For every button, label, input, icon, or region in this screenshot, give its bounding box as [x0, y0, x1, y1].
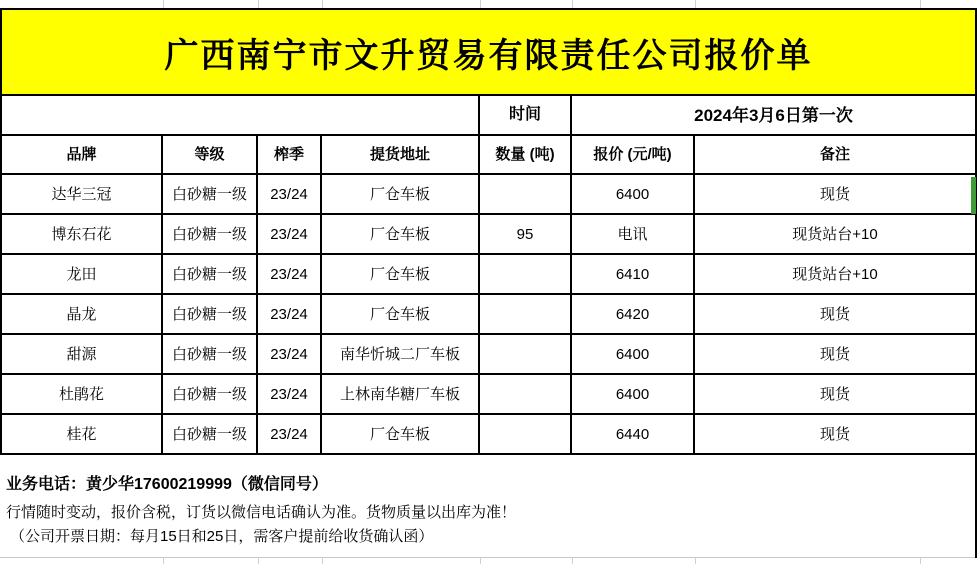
- grid-tick: [163, 0, 164, 8]
- header-note: 备注: [695, 136, 975, 175]
- qty-cell: [480, 335, 572, 375]
- grid-tick: [322, 0, 323, 8]
- grid-tick: [322, 558, 323, 564]
- grade-cell: 白砂糖一级: [163, 295, 258, 335]
- header-address: 提货地址: [322, 136, 480, 175]
- grid-tick: [258, 0, 259, 8]
- time-value-cell: 2024年3月6日第一次: [572, 96, 975, 136]
- grade-cell: 白砂糖一级: [163, 415, 258, 453]
- price-cell: 电讯: [572, 215, 695, 255]
- title-band: [2, 10, 975, 96]
- qty-cell: 95: [480, 215, 572, 255]
- note-cell: 现货站台+10: [695, 255, 975, 295]
- qty-cell: [480, 415, 572, 453]
- grid-tick: [480, 558, 481, 564]
- season-cell: 23/24: [258, 175, 322, 215]
- brand-cell: 晶龙: [2, 295, 163, 335]
- table-row: [2, 295, 975, 335]
- grid-tick: [572, 558, 573, 564]
- address-cell: 厂仓车板: [322, 215, 480, 255]
- note-cell: 现货: [819, 425, 850, 443]
- address-cell: 厂仓车板: [322, 175, 480, 215]
- table-row: [2, 255, 975, 295]
- grade-cell: 白砂糖一级: [163, 375, 258, 415]
- grid-tick: [258, 558, 259, 564]
- time-row: [2, 96, 975, 136]
- address-cell: 厂仓车板: [322, 295, 480, 335]
- brand-cell: 桂花: [2, 415, 163, 453]
- price-cell: 6400: [572, 375, 695, 415]
- bottom-gridline: [0, 557, 975, 558]
- address-cell: 厂仓车板: [322, 415, 480, 453]
- header-grade: 等级: [163, 136, 258, 175]
- table-row: [2, 215, 975, 255]
- table-row: [2, 335, 975, 375]
- time-label-cell: 时间: [480, 96, 572, 136]
- qty-cell: [480, 295, 572, 335]
- brand-cell: 达华三冠: [2, 175, 163, 215]
- note-cell: 现货: [695, 295, 975, 335]
- note-cell: 现货: [695, 375, 975, 415]
- invoice-date-line: （公司开票日期：每月15日和25日，需客户提前给收货确认函）: [10, 528, 434, 545]
- grade-cell: 白砂糖一级: [163, 255, 258, 295]
- grid-tick: [480, 0, 481, 8]
- season-cell: 23/24: [258, 375, 322, 415]
- brand-cell: 甜源: [2, 335, 163, 375]
- green-selection-bar: [971, 177, 976, 214]
- page-title: 广西南宁市文升贸易有限责任公司报价单: [164, 36, 813, 75]
- season-cell: 23/24: [258, 335, 322, 375]
- header-season: 榨季: [258, 136, 322, 175]
- brand-cell: 杜鹃花: [2, 375, 163, 415]
- season-cell: 23/24: [258, 415, 322, 453]
- header-brand: 品牌: [2, 136, 163, 175]
- price-cell: 6420: [572, 295, 695, 335]
- grid-tick: [572, 0, 573, 8]
- note-cell: 现货站台+10: [695, 215, 975, 255]
- season-cell: 23/24: [258, 255, 322, 295]
- note-cell: 现货: [695, 335, 975, 375]
- qty-cell: [480, 375, 572, 415]
- grid-tick: [695, 0, 696, 8]
- price-cell: 6410: [572, 255, 695, 295]
- grid-tick: [695, 558, 696, 564]
- address-cell: 南华忻城二厂车板: [322, 335, 480, 375]
- table-row: [2, 175, 975, 215]
- grid-tick: [163, 558, 164, 564]
- grade-cell: 白砂糖一级: [163, 215, 258, 255]
- quotation-table: [0, 8, 977, 455]
- note-cell: 现货: [695, 175, 975, 215]
- address-cell: 厂仓车板: [322, 255, 480, 295]
- brand-cell: 博东石花: [2, 215, 163, 255]
- table-header-row: [2, 136, 975, 175]
- table-row: [2, 375, 975, 415]
- qty-cell: [480, 255, 572, 295]
- disclaimer-line: 行情随时变动，报价含税，订货以微信电话确认为准。货物质量以出库为准！: [6, 504, 517, 521]
- price-cell: 6400: [572, 335, 695, 375]
- grade-cell: 白砂糖一级: [163, 335, 258, 375]
- header-qty: 数量 (吨): [480, 136, 572, 175]
- header-price: 报价 (元/吨): [572, 136, 695, 175]
- qty-cell: [480, 175, 572, 215]
- address-cell: 上林南华糖厂车板: [322, 375, 480, 415]
- grid-tick: [920, 0, 921, 8]
- grade-cell: 白砂糖一级: [163, 175, 258, 215]
- season-cell: 23/24: [258, 295, 322, 335]
- table-row: [2, 415, 975, 453]
- price-cell: 6440: [572, 415, 695, 453]
- season-cell: 23/24: [258, 215, 322, 255]
- contact-phone-line: 业务电话：黄少华17600219999（微信同号）: [6, 476, 328, 493]
- grid-tick: [920, 558, 921, 564]
- price-cell: 6400: [572, 175, 695, 215]
- brand-cell: 龙田: [2, 255, 163, 295]
- empty-cell: [2, 96, 480, 136]
